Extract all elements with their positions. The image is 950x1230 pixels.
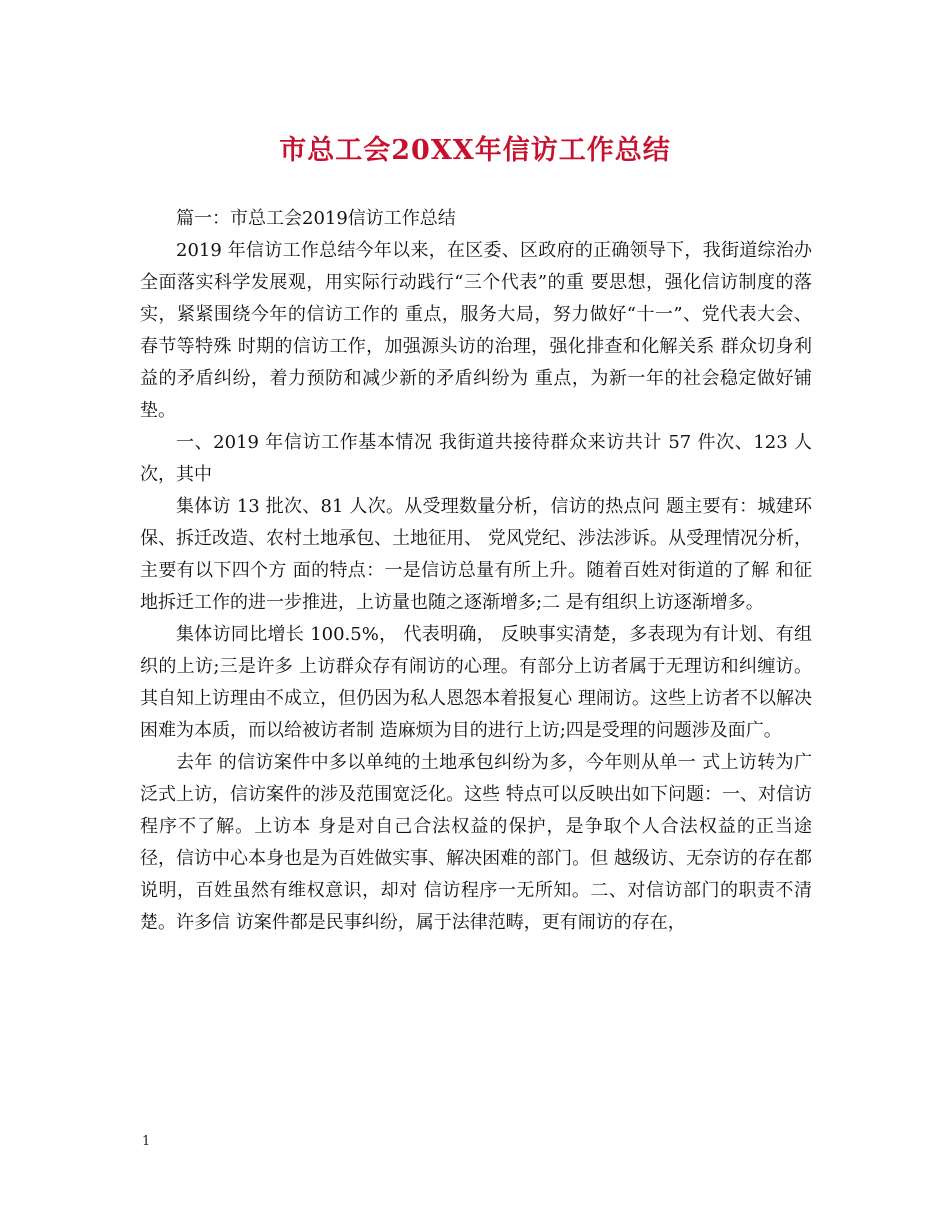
document-body: [140, 203, 812, 939]
paragraph-problems: 去年 的信访案件中多以单纯的土地承包纠纷为多，今年则从单一 式上访转为广泛式上访，信访案件的涉及范围宽泛化。这些 特点可以反映出如下问题：一、对信访程序不了解。上访本 身是对自己合法权益的保护，是争取个人合法权益的正当途 径，信访中心本身也是为百姓做实事、解决困难的部门。但 越级访、无奈访的存在都说明，百姓虽然有维权意识，却对 信访程序一无所知。二、对信访部门的职责不清楚。许多信 访案件都是民事纠纷，属于法律范畴，更有闹访的存在，: [140, 752, 812, 933]
paragraph-subtitle: 篇一：市总工会2019信访工作总结: [176, 208, 456, 229]
paragraph-intro: 2019 年信访工作总结今年以来，在区委、区政府的正确领导下，我街道综治办全面落实科学发展观，用实际行动践行“三个代表”的重 要思想，强化信访制度的落实，紧紧围绕今年的信访工作的 重点，服务大局，努力做好“十一”、党代表大会、春节等特殊 时期的信访工作，加强源头访的治理，强化排查和化解关系 群众切身利益的矛盾纠纷，着力预防和减少新的矛盾纠纷为 重点，为新一年的社会稳定做好铺垫。: [140, 240, 812, 421]
page-number: 1: [142, 1134, 151, 1149]
paragraph-collective-visits: 集体访 13 批次、81 人次。从受理数量分析，信访的热点问 题主要有：城建环保、拆迁改造、农村土地承包、土地征用、 党风党纪、涉法涉诉。从受理情况分析，主要有以下四个方 面的特点：一是信访总量有所上升。随着百姓对街道的了解 和征地拆迁工作的进一步推进，上访量也随之逐渐增多;二 是有组织上访逐渐增多。: [140, 496, 812, 613]
document-title: 市总工会20XX年信访工作总结: [279, 135, 671, 166]
paragraph-growth: 集体访同比增长 100.5%， 代表明确， 反映事实清楚，多表现为有计划、有组织的上访;三是许多 上访群众存有闹访的心理。有部分上访者属于无理访和纠缠访。其自知上访理由不成立，但仍因为私人恩怨本着报复心 理闹访。这些上访者不以解决困难为本质，而以给被访者制 造麻烦为目的进行上访;四是受理的问题涉及面广。: [140, 624, 812, 741]
paragraph-basic-situation: 一、2019 年信访工作基本情况 我街道共接待群众来访共计 57 件次、123 人次，其中: [140, 432, 812, 485]
